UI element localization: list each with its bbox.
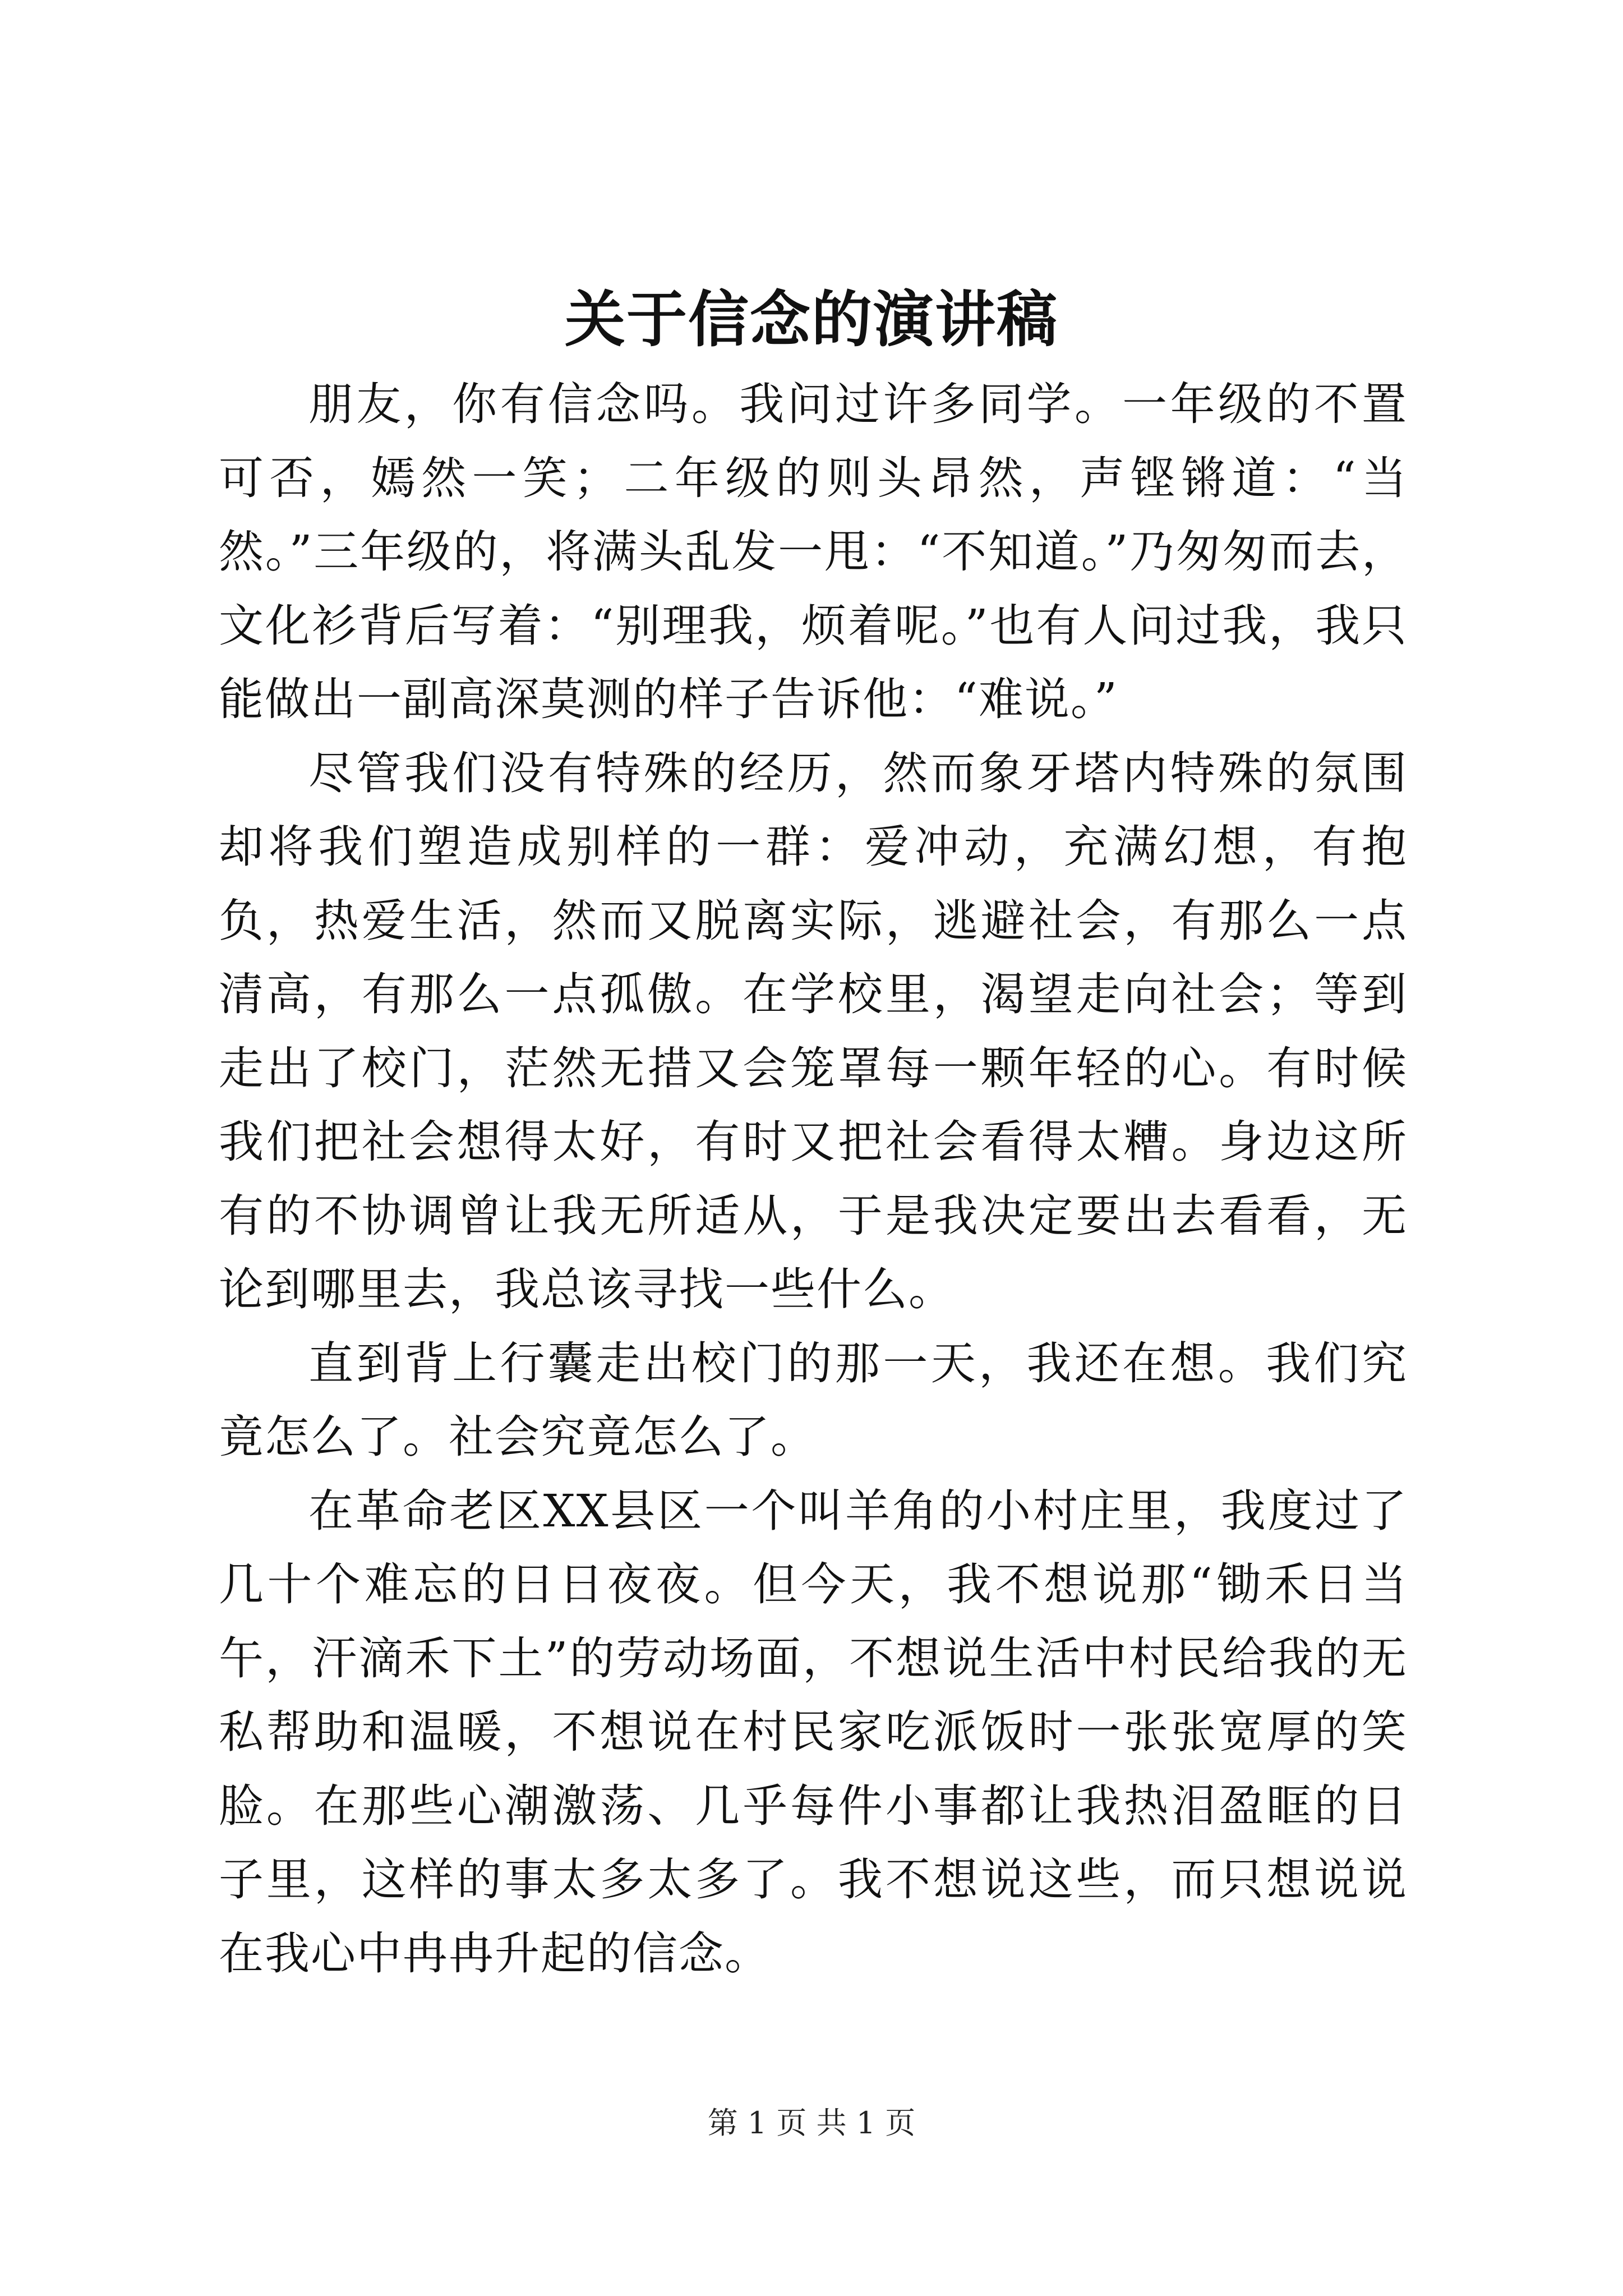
document-title: 关于信念的演讲稿	[564, 284, 1058, 355]
paragraph-4: 在革命老区XX县区一个叫羊角的小村庄里，我度过了几十个难忘的日日夜夜。但今天，我不想说那“锄禾日当午，汗滴禾下土”的劳动场面，不想说生活中村民给我的无私帮助和温暖，不想说在村民家吃派饭时一张张宽厚的笑脸。在那些心潮激荡、几乎每件小事都让我热泪盈眶的日子里，这样的事太多太多了。我不想说这些，而只想说说在我心中冉冉升起的信念。	[219, 1484, 1408, 1980]
paragraph-2: 尽管我们没有特殊的经历，然而象牙塔内特殊的氛围却将我们塑造成别样的一群：爱冲动，充满幻想，有抱负，热爱生活，然而又脱离实际，逃避社会，有那么一点清高，有那么一点孤傲。在学校里，渴望走向社会；等到走出了校门，茫然无措又会笼罩每一颗年轻的心。有时候我们把社会想得太好，有时又把社会看得太糟。身边这所有的不协调曾让我无所适从，于是我决定要出去看看，无论到哪里去，我总该寻找一些什么。	[219, 747, 1408, 1315]
paragraph-1: 朋友，你有信念吗。我问过许多同学。一年级的不置可否，嫣然一笑；二年级的则头昂然，声铿锵道：“当然。”三年级的，将满头乱发一甩：“不知道。”乃匆匆而去，文化衫背后写着：“别理我，烦着呢。”也有人问过我，我只能做出一副高深莫测的样子告诉他：“难说。”	[219, 378, 1408, 725]
document-body	[219, 367, 1408, 1990]
page-footer: 第 1 页 共 1 页	[707, 2105, 916, 2141]
paragraph-3: 直到背上行囊走出校门的那一天，我还在想。我们究竟怎么了。社会究竟怎么了。	[219, 1337, 1408, 1463]
